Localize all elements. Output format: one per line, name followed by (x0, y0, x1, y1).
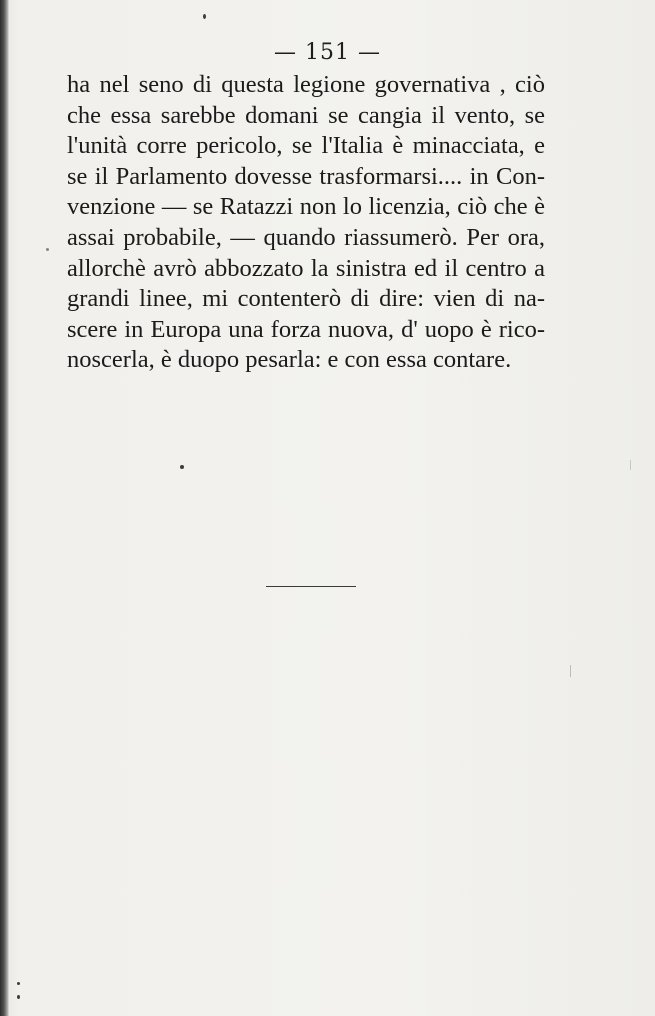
binding-edge (0, 0, 9, 1016)
text-line: che essa sarebbe domani se cangia il vento, se (67, 101, 545, 129)
page-number: — 151 — (274, 40, 381, 65)
paper-speck (180, 465, 184, 469)
body-text (67, 70, 545, 376)
paper-speck (46, 248, 49, 251)
text-line: noscerla, è duopo pesarla: e con essa contare. (67, 346, 512, 374)
paper-speck (17, 982, 20, 985)
paper-speck (203, 14, 206, 19)
text-line: assai probabile, — quando riassumerò. Per ora, (67, 223, 545, 251)
text-line: se il Parlamento dovesse trasformarsi.... in Con- (67, 162, 545, 190)
paper-speck (17, 995, 20, 999)
text-line: allorchè avrò abbozzato la sinistra ed il centro a (67, 254, 545, 282)
text-line: ha nel seno di questa legione governativa , ciò (67, 71, 545, 98)
text-line: venzione — se Ratazzi non lo licenzia, ciò che è (67, 193, 545, 221)
text-line: l'unità corre pericolo, se l'Italia è minacciata, e (67, 132, 545, 160)
text-line: scere in Europa una forza nuova, d' uopo è rico- (67, 315, 545, 343)
section-end-rule (266, 586, 356, 587)
paper-mark (570, 665, 571, 677)
paper-mark (630, 460, 631, 470)
text-line: grandi linee, mi contenterò di dire: vien di na- (67, 285, 545, 313)
